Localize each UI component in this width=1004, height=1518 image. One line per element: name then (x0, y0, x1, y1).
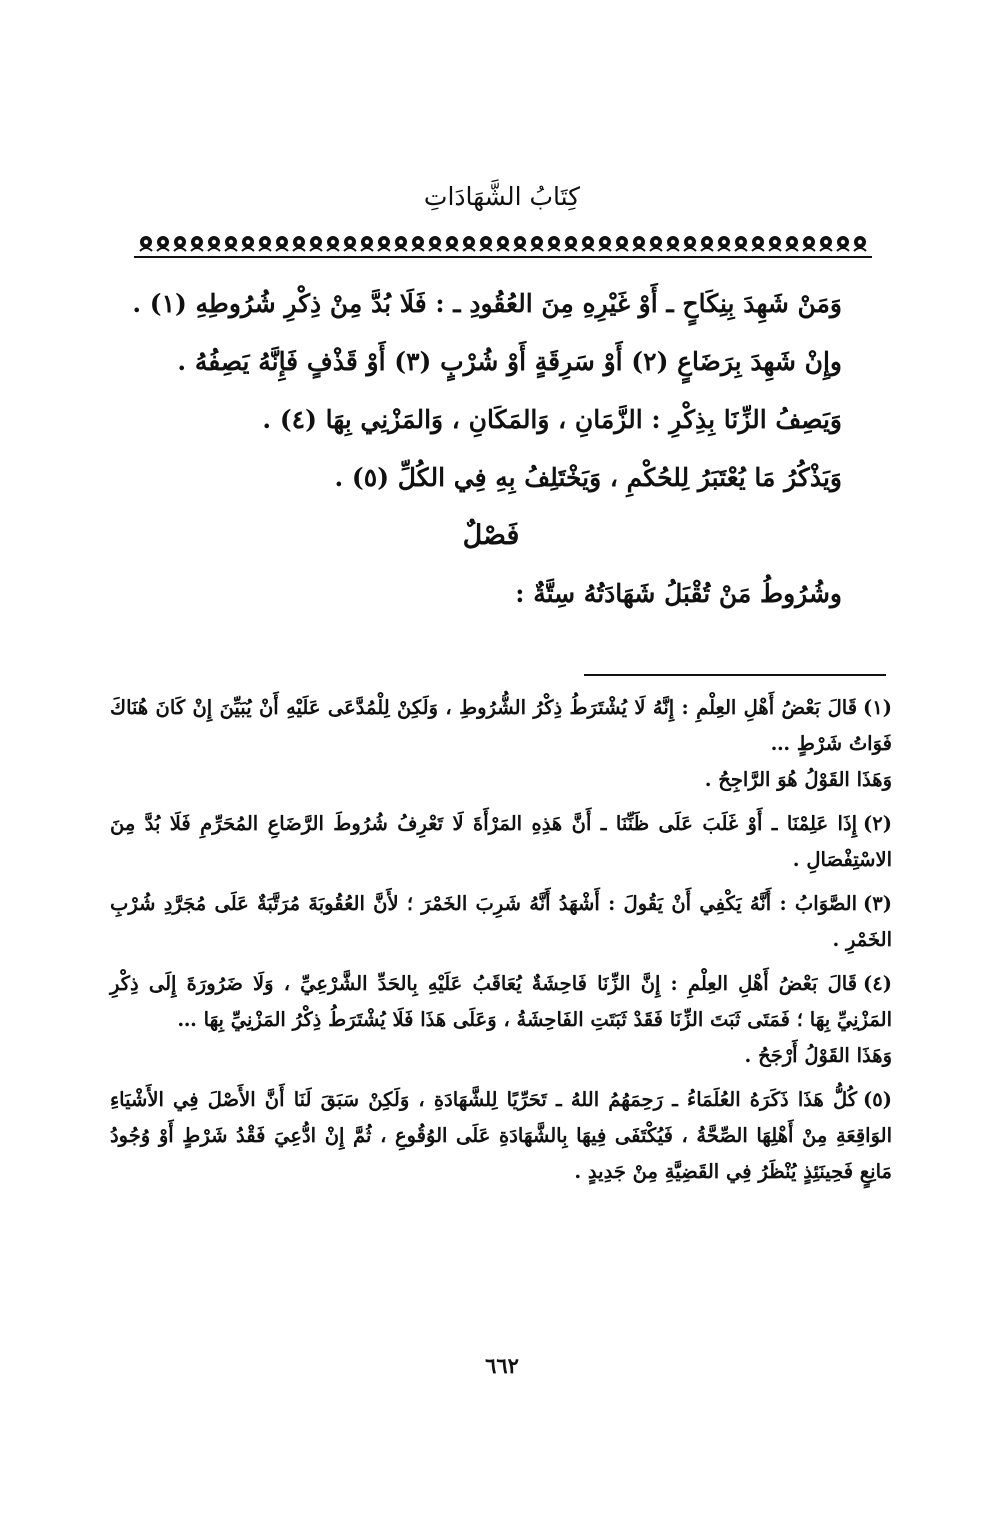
text-line: وَمَنْ شَهِدَ بِنِكَاحٍ ـ أَوْ غَيْرِهِ مِنَ العُقُودِ ـ : فَلَا بُدَّ مِنْ ذِكْرِ شُرُوطِهِ (١) . (132, 289, 842, 318)
floral-border-icon (124, 227, 882, 261)
text-line: وشُرُوطُ مَنْ تُقْبَلُ شَهَادَتُهُ سِتَّةٌ : (515, 579, 842, 608)
footnote-text: إِذَا عَلِمْنَا ـ أَوْ غَلَبَ عَلَى ظَنِّنَا ـ أَنَّ هَذِهِ المَرْأَةَ لَا تَعْرِفُ شُرُوطَ الرَّضَاعِ المُحَرِّمِ فَلَا بُدَّ مِنَ الاسْتِفْصَالِ . (110, 812, 892, 871)
footnote-number: (١) (863, 696, 892, 719)
footnote-number: (٥) (863, 1088, 892, 1111)
footnote-text: قَالَ بَعْضُ أَهْلِ العِلْمِ : إِنَّ الزِّنَا فَاحِشَةٌ يُعَاقَبُ عَلَيْهِ بِالحَدِّ الشَّرْعِيِّ ، وَلَا ضَرُورَةَ إِلَى ذِكْرِ المَزْنِيِّ بِهَا ؛ فَمَتَى ثَبَتَ الزِّنَا فَقَدْ ثَبَتَتِ الفَاحِشَةُ ، وَعَلَى هَذَا فَلَا يُشْتَرَطُ ذِكْرُ المَزْنِيِّ بِهَا … (110, 972, 892, 1031)
footnote-2 (110, 806, 892, 878)
footnote-number: (٢) (863, 812, 892, 835)
text-line: وَيَذْكُرُ مَا يُعْتَبَرُ لِلحُكْمِ ، وَيَخْتَلِفُ بِهِ فِي الكُلِّ (٥) . (334, 463, 842, 492)
footnote-extra: وَهَذَا القَوْلُ هُوَ الرَّاجِحُ . (704, 768, 892, 791)
footnote-5 (110, 1082, 892, 1190)
running-header-title: كِتَابُ الشَّهَادَاتِ (423, 182, 581, 211)
page-number: ٦٦٢ (485, 1353, 519, 1378)
text-line: وإِنْ شَهِدَ بِرَضَاعٍ (٢) أَوْ سَرِقَةٍ أَوْ شُرْبٍ (٣) أَوْ قَذْفٍ فَإِنَّهُ يَصِفُهُ . (177, 347, 842, 376)
footnote-separator (584, 674, 886, 676)
main-text (132, 288, 842, 636)
footnote-extra: وَهَذَا القَوْلُ أَرْجَحُ . (744, 1044, 892, 1067)
footnote-1 (110, 690, 892, 798)
footnote-text: كُلُّ هَذَا ذَكَرَهُ العُلَمَاءُ ـ رَحِمَهُمُ اللهُ ـ تَحَرِّيًا لِلشَّهَادَةِ ، وَلَكِنْ سَبَقَ لَنَا أَنَّ الأَصْلَ فِي الأَشْيَاءِ الوَاقِعَةِ مِنْ أَهْلِهَا الصِّحَّةُ ، فَيُكْتَفَى فِيهَا بِالشَّهَادَةِ عَلَى الوُقُوعِ ، ثُمَّ إِنْ ادُّعِيَ فَقْدُ شَرْطٍ أَوْ وُجُودُ مَانِعٍ فَحِينَئِذٍ يُنْظَرُ فِي القَضِيَّةِ مِنْ جَدِيدٍ . (110, 1088, 892, 1183)
section-heading: فَصْلٌ (462, 520, 520, 551)
footnotes (110, 690, 892, 1198)
footnote-text: الصَّوَابُ : أَنَّهُ يَكْفِي أَنْ يَقُولَ : أَشْهَدُ أَنَّهُ شَرِبَ الخَمْرَ ؛ لأَنَّ العُقُوبَةَ مُرَتَّبَةٌ عَلَى مُجَرَّدِ شُرْبِ الخَمْرِ . (110, 892, 892, 951)
footnote-4 (110, 966, 892, 1074)
footnote-number: (٤) (863, 972, 892, 995)
footnote-3 (110, 886, 892, 958)
footnote-number: (٣) (863, 892, 892, 915)
footnote-text: قَالَ بَعْضُ أَهْلِ العِلْمِ : إِنَّهُ لَا يُشْتَرَطُ ذِكْرُ الشُّرُوطِ ، وَلَكِنْ لِلْمُدَّعَى عَلَيْهِ أَنْ يُبَيِّنَ إِنْ كَانَ هُنَاكَ فَوَاتُ شَرْطٍ … (110, 696, 892, 755)
text-line: وَيَصِفُ الزِّنَا بِذِكْرِ : الزَّمَانِ ، وَالمَكَانِ ، وَالمَزْنِي بِهَا (٤) . (262, 405, 842, 434)
